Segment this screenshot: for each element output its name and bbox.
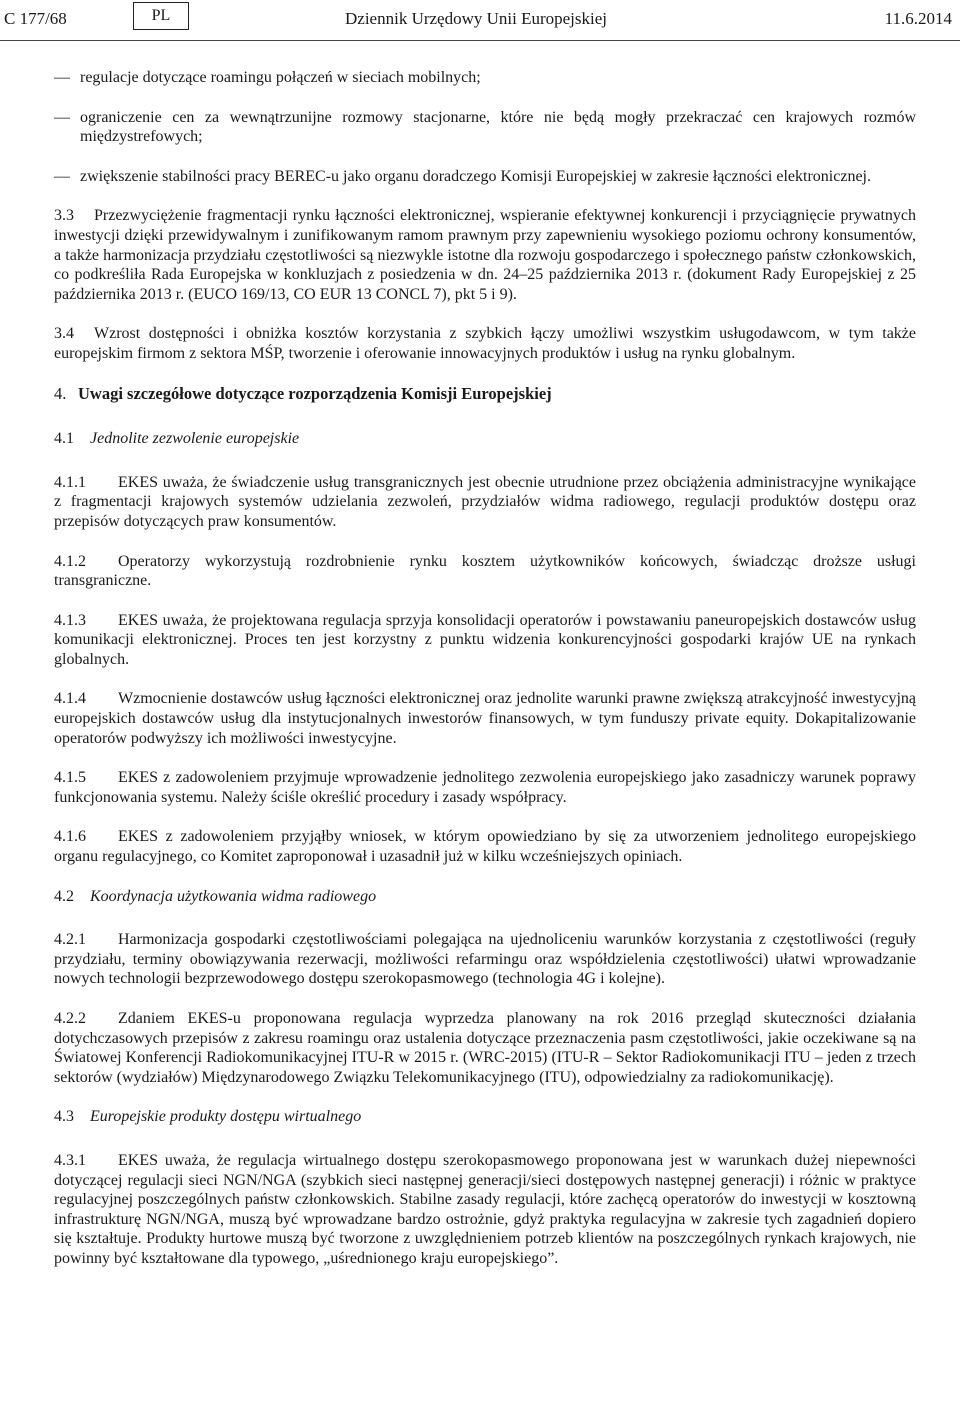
subsection-title: Koordynacja użytkowania widma radiowego — [90, 887, 377, 905]
subsection-heading-4-1 — [54, 429, 916, 449]
section-number: 4. — [54, 383, 67, 403]
dash-bullet: — — [54, 69, 70, 86]
subsection-number: 4.2 — [54, 887, 74, 905]
paragraph-4-1-1 — [54, 473, 916, 532]
paragraph-text: EKES uważa, że projektowana regulacja sprzyja konsolidacji operatorów i powstawaniu paneuropejskich dostawców usług komunikacji elektronicznej. Proces ten jest korzystny z punktu widzenia konkurencyjności gospodarki krajów UE na rynkach globalnych. — [54, 611, 916, 668]
paragraph-number: 3.3 — [54, 207, 74, 225]
dash-bullet: — — [54, 108, 70, 126]
paragraph-number: 4.1.1 — [54, 473, 86, 491]
language-badge: PL — [133, 2, 189, 30]
paragraph-3-3 — [54, 206, 916, 304]
subsection-number: 4.3 — [54, 1108, 74, 1126]
paragraph-text: Operatorzy wykorzystują rozdrobnienie rynku kosztem użytkowników końcowych, świadcząc droższe usługi transgraniczne. — [54, 552, 916, 590]
paragraph-number: 3.4 — [54, 325, 74, 343]
list-item — [54, 167, 916, 187]
list-item-text: regulacje dotyczące roamingu połączeń w sieciach mobilnych; — [80, 69, 481, 86]
paragraph-text: Wzmocnienie dostawców usług łączności elektronicznej oraz jednolite warunki prawne zwiększą atrakcyjność inwestycyjną europejskich dostawców usług dla instytucjonalnych inwestorów finansowych, w tym funduszy private equity. Dokapitalizowanie operatorów podwyższy ich możliwości inwestycyjne. — [54, 690, 916, 747]
subsection-heading-4-3 — [54, 1107, 916, 1127]
page-reference: C 177/68 — [4, 9, 67, 28]
subsection-number: 4.1 — [54, 430, 74, 448]
subsection-heading-4-2 — [54, 887, 916, 907]
subsection-title: Jednolite zezwolenie europejskie — [90, 430, 300, 448]
document-body — [54, 68, 916, 1289]
list-item-text: zwiększenie stabilności pracy BEREC-u jako organu doradczego Komisji Europejskiej w zakresie łączności elektronicznej. — [80, 167, 871, 185]
paragraph-text: EKES z zadowoleniem przyjmuje wprowadzenie jednolitego zezwolenia europejskiego jako zasadniczy warunek poprawy funkcjonowania systemu. Należy ściśle określić procedury i zasady współpracy. — [54, 769, 916, 806]
paragraph-text: EKES uważa, że regulacja wirtualnego dostępu szerokopasmowego proponowana jest w warunkach dużej niepewności dotyczącej regulacji sieci NGN/NGA (szybkich sieci następnej generacji/sieci dostępowych następnej generacji) i różnic w praktyce regulacyjnej poszczególnych państw członkowskich. Stabilne zasady regulacji, które zachęcą operatorów do inwestycji w kosztowną infrastrukturę NGN/NGA, muszą być wprowadzane bardzo ostrożnie, gdyż praktyka regulacyjna w zakresie tych zagadnień dopiero się kształtuje. Produkty hurtowe muszą być tworzone z uwzględnieniem potrzeb klientów na poszczególnych rynkach krajowych, nie powinny być kształtowane dla typowego, „uśrednionego kraju europejskiego”. — [54, 1151, 916, 1267]
page-header — [0, 0, 960, 40]
header-divider — [0, 40, 960, 41]
paragraph-number: 4.1.3 — [54, 611, 86, 629]
paragraph-4-1-6 — [54, 827, 916, 866]
paragraph-text: Przezwyciężenie fragmentacji rynku łączności elektronicznej, wspieranie efektywnej konkurencji i przyciągnięcie prywatnych inwestycji dzięki przewidywalnym i zunifikowanym ramom prawnym przy zapewnieniu wysokiego poziomu ochrony konsumentów, a także harmonizacja przydziału częstotliwości są niezwykle istotne dla rozwoju gospodarczego i społecznego państw członkowskich, co podkreśliła Rada Europejska w konkluzjach z posiedzenia w dn. 24–25 października 2013 r. (dokument Rady Europejskiej z 25 października 2013 r. (EUCO 169/13, CO EUR 13 CONCL 7), pkt 5 i 9). — [54, 207, 916, 303]
paragraph-text: Wzrost dostępności i obniżka kosztów korzystania z szybkich łączy umożliwi wszystkim usługodawcom, w tym także europejskim firmom z sektora MŚP, tworzenie i oferowanie innowacyjnych produktów i usług na rynku globalnym. — [54, 325, 916, 362]
list-item — [54, 108, 916, 147]
journal-title: Dziennik Urzędowy Unii Europejskiej — [345, 9, 608, 28]
paragraph-text: EKES uważa, że świadczenie usług transgranicznych jest obecnie utrudnione przez obciążenia administracyjne wynikające z fragmentacji krajowych systemów udzielania zezwoleń, przydziałów widma radiowego, regulacji produktów dostępu oraz przepisów dotyczących praw konsumentów. — [54, 473, 916, 530]
paragraph-number: 4.1.2 — [54, 552, 86, 570]
paragraph-4-2-1 — [54, 930, 916, 989]
paragraph-number: 4.1.6 — [54, 828, 86, 846]
paragraph-number: 4.1.4 — [54, 690, 86, 708]
paragraph-4-1-4 — [54, 689, 916, 748]
list-item-text: ograniczenie cen za wewnątrzunijne rozmowy stacjonarne, które nie będą mogły przekraczać cen krajowych rozmów międzystrefowych; — [80, 108, 916, 146]
list-item — [54, 68, 916, 88]
paragraph-number: 4.3.1 — [54, 1151, 86, 1169]
paragraph-4-2-2 — [54, 1009, 916, 1087]
paragraph-text: EKES z zadowoleniem przyjąłby wniosek, w którym opowiedziano by się za utworzeniem jednolitego europejskiego organu regulacyjnego, co Komitet zaproponował i uzasadnił już w kilku wcześniejszych opiniach. — [54, 828, 916, 866]
dash-bullet: — — [54, 167, 70, 185]
paragraph-4-1-2 — [54, 552, 916, 591]
subsection-title: Europejskie produkty dostępu wirtualnego — [90, 1108, 362, 1126]
paragraph-4-1-5 — [54, 768, 916, 807]
paragraph-4-1-3 — [54, 611, 916, 670]
paragraph-text: Harmonizacja gospodarki częstotliwościami polegająca na ujednoliceniu warunków korzystania z częstotliwości (reguły przydziału, terminy obowiązywania rezerwacji, możliwości refarmingu oraz współdzielenia częstotliwości) ułatwi wprowadzanie nowych technologii bezprzewodowego dostępu szerokopasmowego (technologia 4G i kolejne). — [54, 931, 916, 988]
section-heading-4 — [54, 384, 916, 404]
paragraph-number: 4.1.5 — [54, 769, 86, 787]
publication-date: 11.6.2014 — [884, 9, 952, 28]
paragraph-text: Zdaniem EKES-u proponowana regulacja wyprzedza planowany na rok 2016 przegląd skuteczności działania dotychczasowych przepisów z zakresu roamingu oraz ustalenia dotyczące przeznaczenia pasm częstotliwości, jakie oczekiwane są na Światowej Konferencji Radiokomunikacyjnej ITU-R w 2015 r. (WRC-2015) (ITU-R – Sektor Radiokomunikacji ITU – jeden z trzech sektorów (wydziałów) Międzynarodowego Związku Telekomunikacyjnego (ITU), odpowiedzialny za radiokomunikację). — [54, 1010, 916, 1086]
section-title: Uwagi szczegółowe dotyczące rozporządzenia Komisji Europejskiej — [78, 383, 552, 403]
paragraph-4-3-1 — [54, 1151, 916, 1269]
paragraph-number: 4.2.2 — [54, 1010, 86, 1027]
paragraph-3-4 — [54, 324, 916, 363]
paragraph-number: 4.2.1 — [54, 931, 86, 949]
